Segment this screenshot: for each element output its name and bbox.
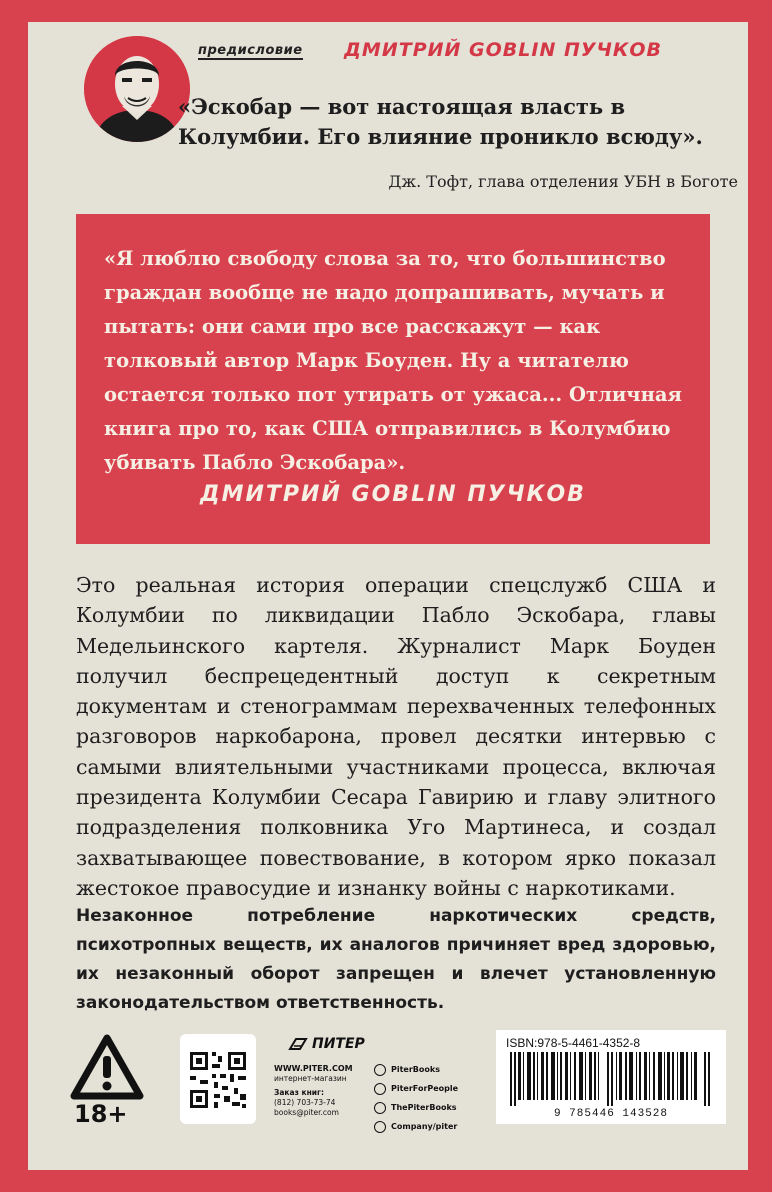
chat-icon <box>374 1083 386 1095</box>
order-label: Заказ книг: <box>274 1088 324 1097</box>
publisher-site[interactable] <box>274 1064 353 1084</box>
piter-logo-icon <box>288 1037 308 1051</box>
social-link-h[interactable] <box>374 1117 458 1136</box>
review-author: ДМИТРИЙ GOBLIN ПУЧКОВ <box>200 482 586 507</box>
play-icon <box>374 1102 386 1114</box>
social-link-vk[interactable] <box>374 1060 458 1079</box>
epigraph-quote: «Эскобар — вот настоящая власть в Колумбии. Его влияние проникло всюду». <box>178 94 703 149</box>
preface-author: ДМИТРИЙ GOBLIN ПУЧКОВ <box>344 39 663 61</box>
social-link-chat[interactable] <box>374 1079 458 1098</box>
age-rating: 18+ <box>74 1100 128 1128</box>
social-links <box>374 1060 458 1136</box>
qr-code[interactable] <box>180 1034 256 1124</box>
author-portrait <box>84 36 190 142</box>
barcode-digits: 9 785446 143528 <box>553 1108 669 1120</box>
site-url[interactable]: WWW.PITER.COM <box>274 1064 353 1073</box>
order-phone: (812) 703-73-74 <box>274 1098 336 1107</box>
barcode-icon <box>506 1052 716 1106</box>
legal-warning: Незаконное потребление наркотических средств, психотропных веществ, их аналогов причиняет вред здоровью, их незаконный оборот запрещен и влечет установленную законодательством ответственность. <box>76 906 716 1013</box>
publisher-name: ПИТЕР <box>312 1036 365 1052</box>
warning-triangle-icon <box>70 1034 144 1100</box>
preface-label: предисловие <box>198 43 303 58</box>
back-cover <box>28 22 748 1170</box>
social-label: PiterForPeople <box>391 1084 459 1093</box>
review-box <box>76 214 710 544</box>
vk-icon <box>374 1064 386 1076</box>
social-label: ThePiterBooks <box>391 1103 457 1112</box>
publisher-logo <box>288 1036 365 1052</box>
h-icon <box>374 1121 386 1133</box>
site-subtitle: интернет-магазин <box>274 1074 347 1083</box>
book-description: Это реальная история операции спецслужб США и Колумбии по ликвидации Пабло Эскобара, главы Медельинского картеля. Журналист Марк Боуден получил беспрецедентный доступ к секретным документам и стенограммам перехваченных телефонных разговоров наркобарона, провел десятки интервью с самыми влиятельными участниками процесса, включая президента Колумбии Сесара Гавирию и главу элитного подразделения полковника Уго Мартинеса, и создал захватывающее повествование, в котором ярко показал жестокое правосудие и изнанку войны с наркотиками. <box>76 573 716 900</box>
review-quote: «Я люблю свободу слова за то, что большинство граждан вообще не надо допрашивать, мучать и пытать: они сами про все расскажут — как толковый автор Марк Боуден. Ну а читателю остается только пот утирать от ужаса... Отличная книга про то, как США отправились в Колумбию убивать Пабло Эскобара». <box>104 247 682 474</box>
social-label: PiterBooks <box>391 1065 440 1074</box>
isbn-number: ISBN:978-5-4461-4352-8 <box>506 1036 641 1050</box>
order-info <box>274 1088 339 1118</box>
social-link-video[interactable] <box>374 1098 458 1117</box>
epigraph-attribution: Дж. Тофт, глава отделения УБН в Боготе <box>388 172 738 191</box>
isbn-block <box>496 1030 726 1124</box>
social-label: Company/piter <box>391 1122 458 1131</box>
order-email[interactable]: books@piter.com <box>274 1108 339 1117</box>
